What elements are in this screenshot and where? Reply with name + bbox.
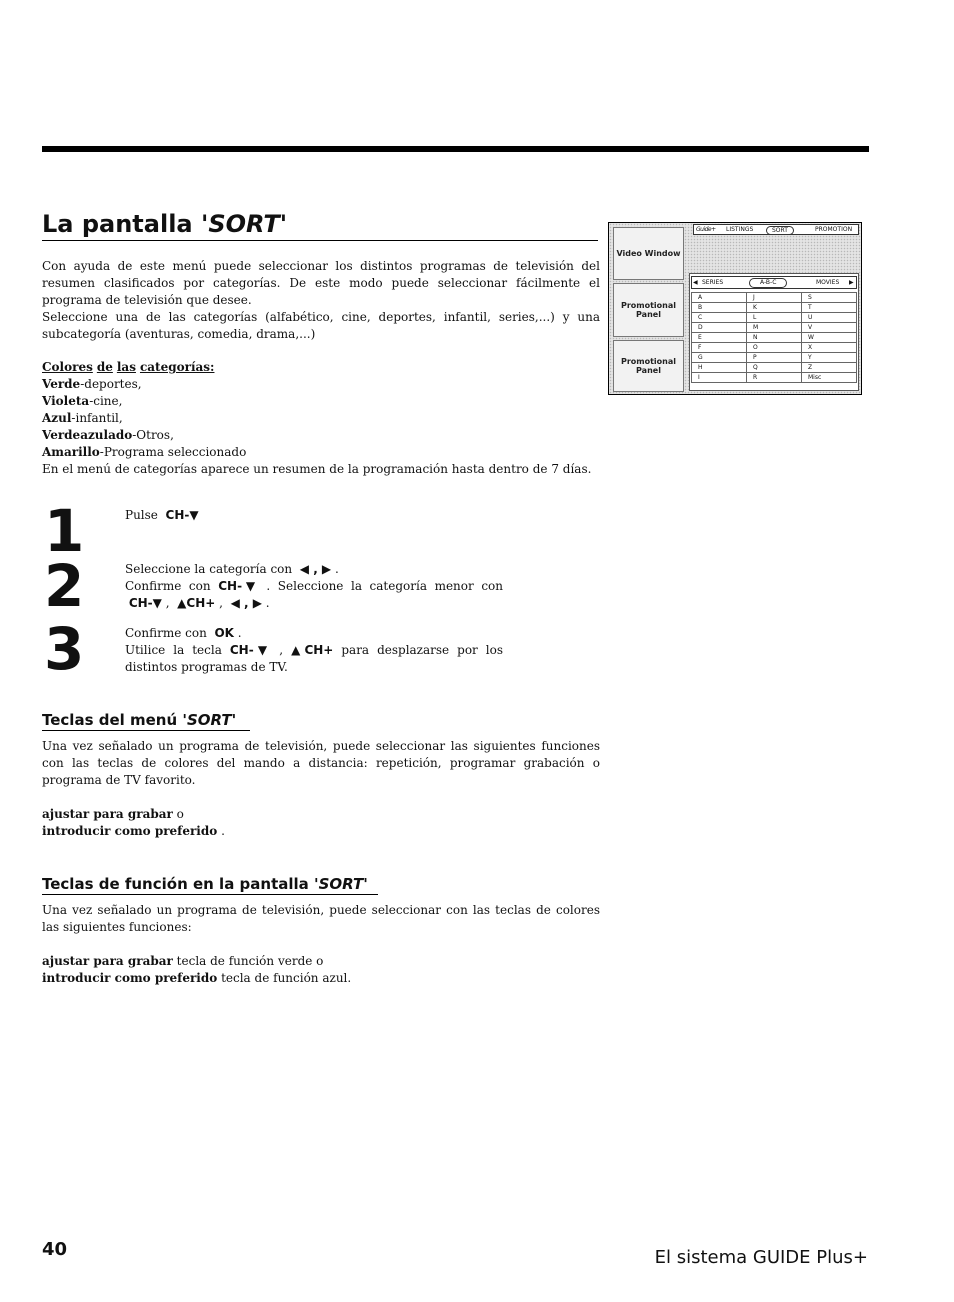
tab-sort: SORT bbox=[766, 226, 794, 235]
guide-plus-logo: Guide+ bbox=[696, 226, 716, 233]
step-3-text: Confirme con OK . Utilice la tecla CH-▼ , ▲CH+ para desplazarse por los distintos programas de TV. bbox=[125, 626, 503, 674]
screen-tab-bar bbox=[693, 224, 859, 235]
tab-listings: LISTINGS bbox=[726, 226, 754, 233]
letter-grid bbox=[691, 292, 857, 383]
step-number-2: 2 bbox=[44, 552, 85, 620]
function-keys-body: Una vez señalado un programa de televisión, puede seleccionar con las teclas de colores las siguientes funciones: bbox=[42, 903, 600, 934]
step-1-text: Pulse CH-▼ bbox=[125, 508, 199, 522]
grid-row: I R Misc bbox=[692, 373, 857, 383]
category-colors-title: Colores de las categorías: bbox=[42, 360, 215, 374]
menu-keys-options: ajustar para grabar o introducir como preferido . bbox=[42, 807, 225, 838]
ch-down-key: CH-▼ bbox=[229, 643, 272, 657]
top-rule bbox=[42, 146, 869, 152]
arrow-left-icon: ◀ bbox=[693, 279, 698, 286]
page-title: La pantalla 'SORT' bbox=[42, 210, 598, 241]
step-2-text: Seleccione la categoría con ◀ , ▶ . Confirme con CH-▼ . Seleccione la categoría menor con CH-▼ , ▲CH+ , ◀ , ▶ . bbox=[125, 562, 503, 610]
ok-key: OK bbox=[214, 626, 234, 640]
color-item: Verdeazulado-Otros, bbox=[42, 428, 174, 442]
grid-row: D M V bbox=[692, 323, 857, 333]
intro-paragraph-2: Seleccione una de las categorías (alfabético, cine, deportes, infantil, series,...) y una subcategoría (aventuras, comedia, drama,...) bbox=[42, 310, 600, 341]
category-right: MOVIES bbox=[816, 279, 840, 286]
color-item: Violeta-cine, bbox=[42, 394, 123, 408]
left-right-keys: ◀ , ▶ bbox=[230, 596, 262, 610]
function-keys-options: ajustar para grabar tecla de función verde o introducir como preferido tecla de función azul. bbox=[42, 954, 352, 985]
sort-panel bbox=[689, 273, 859, 391]
menu-keys-body: Una vez señalado un programa de televisión, puede seleccionar las siguientes funciones con las teclas de colores del mando a distancia: repetición, programar grabación o programa de TV favorito. bbox=[42, 739, 600, 787]
sort-screen-illustration bbox=[608, 222, 862, 395]
categories-note: En el menú de categorías aparece un resumen de la programación hasta dentro de 7 días. bbox=[42, 462, 592, 476]
left-right-keys: ◀ , ▶ bbox=[299, 562, 332, 576]
category-colors bbox=[42, 359, 600, 478]
ch-down-key: CH-▼ bbox=[128, 596, 162, 610]
menu-keys-heading: Teclas del menú 'SORT' bbox=[42, 711, 250, 731]
step-number-1: 1 bbox=[44, 497, 85, 565]
ch-down-key: CH-▼ bbox=[218, 579, 259, 593]
grid-row: E N W bbox=[692, 333, 857, 343]
ch-down-key: CH-▼ bbox=[165, 508, 199, 522]
grid-row: C L U bbox=[692, 313, 857, 323]
grid-row: G P Y bbox=[692, 353, 857, 363]
category-selected: A-B-C bbox=[749, 278, 787, 288]
category-left: SERIES bbox=[702, 279, 724, 286]
footer-title: El sistema GUIDE Plus+ bbox=[654, 1247, 868, 1268]
grid-row: F O X bbox=[692, 343, 857, 353]
grid-row: A J S bbox=[692, 293, 857, 303]
arrow-right-icon: ▶ bbox=[849, 279, 854, 286]
page-number: 40 bbox=[42, 1239, 68, 1260]
grid-row: H Q Z bbox=[692, 363, 857, 373]
intro-text bbox=[42, 258, 600, 343]
promotional-panel: Promotional Panel bbox=[613, 283, 684, 337]
video-window: Video Window bbox=[613, 227, 684, 280]
step-number-3: 3 bbox=[44, 615, 85, 683]
function-keys-heading: Teclas de función en la pantalla 'SORT' bbox=[42, 875, 378, 895]
color-item: Azul-infantil, bbox=[42, 411, 123, 425]
promotional-panel: Promotional Panel bbox=[613, 340, 684, 392]
intro-paragraph-1: Con ayuda de este menú puede seleccionar los distintos programas de televisión del resumen clasificados por categorías. De este modo puede seleccionar fácilmente el programa de televisión que desee. bbox=[42, 259, 600, 307]
tab-promotion: PROMOTION bbox=[815, 226, 853, 233]
grid-row: B K T bbox=[692, 303, 857, 313]
category-bar bbox=[691, 276, 857, 289]
color-item: Amarillo-Programa seleccionado bbox=[42, 445, 247, 459]
color-item: Verde-deportes, bbox=[42, 377, 142, 391]
ch-up-key: ▲CH+ bbox=[177, 596, 216, 610]
ch-up-key: ▲CH+ bbox=[291, 643, 334, 657]
